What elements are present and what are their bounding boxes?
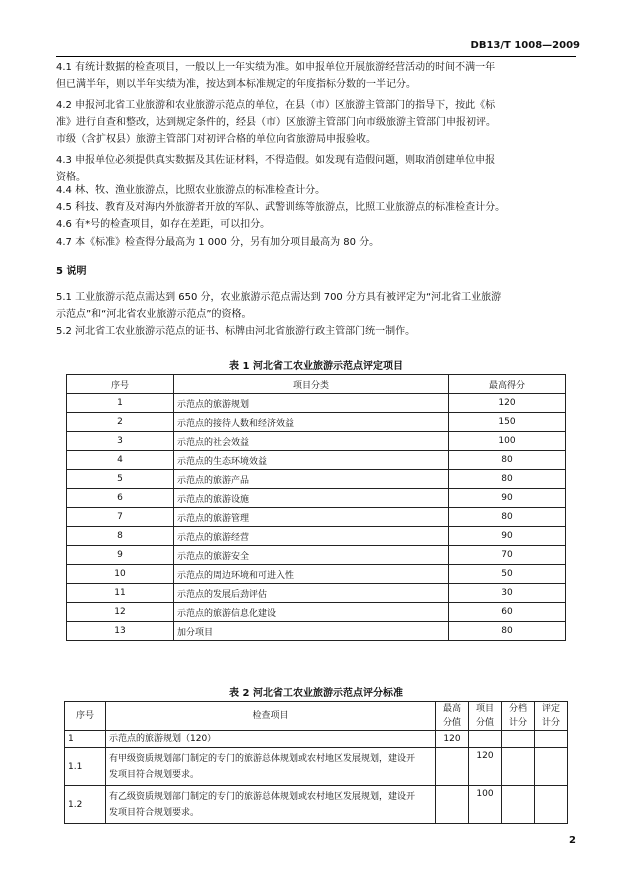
cell-no: 1 <box>67 394 174 413</box>
table2 <box>64 701 568 824</box>
text-line: 资格。 <box>56 172 86 183</box>
cell-score: 150 <box>449 413 566 432</box>
clause-4-4 <box>56 182 576 199</box>
col-header <box>535 702 568 731</box>
cell-score: 120 <box>449 394 566 413</box>
cell-no: 9 <box>67 546 174 565</box>
cell-item <box>106 786 436 824</box>
text-line: 4.5 科技、教育及对海内外旅游者开放的军队、武警训练等旅游点，比照工业旅游点的标准检查计分。 <box>56 202 506 213</box>
cell-score: 80 <box>449 508 566 527</box>
cell-no: 11 <box>67 584 174 603</box>
text-line: 4.2 申报河北省工业旅游和农业旅游示范点的单位，在县（市）区旅游主管部门的指导下，按此《标 <box>56 100 496 111</box>
header-text: 序号 <box>75 711 94 721</box>
cell-proj: 120 <box>469 748 502 786</box>
table2-header-row <box>65 702 568 731</box>
cell-tier <box>502 748 535 786</box>
cell-item: 示范点的旅游经营 <box>174 527 449 546</box>
text-line: 4.7 本《标准》检查得分最高为 1 000 分，另有加分项目最高为 80 分。 <box>56 237 380 248</box>
clause-4-5 <box>56 199 576 216</box>
header-text: 检查项目 <box>252 711 289 721</box>
table1-caption: 表 1 河北省工农业旅游示范点评定项目 <box>229 361 403 372</box>
table-row <box>67 432 566 451</box>
table-row <box>65 731 568 748</box>
cell-tier <box>502 731 535 748</box>
text-line: 4.6 有*号的检查项目，如存在差距，可以扣分。 <box>56 219 271 230</box>
cell-no: 1.1 <box>65 748 106 786</box>
cell-score: 80 <box>449 451 566 470</box>
cell-score: 50 <box>449 565 566 584</box>
cell-no: 8 <box>67 527 174 546</box>
cell-item: 示范点的生态环境效益 <box>174 451 449 470</box>
table-row <box>65 786 568 824</box>
table-row <box>67 489 566 508</box>
cell-no: 10 <box>67 565 174 584</box>
cell-tier <box>502 786 535 824</box>
heading-text: 5 说明 <box>56 266 87 277</box>
col-header <box>469 702 502 731</box>
table-row <box>67 508 566 527</box>
cell-no: 13 <box>67 622 174 641</box>
cell-no: 3 <box>67 432 174 451</box>
clause-4-7 <box>56 234 576 251</box>
col-header <box>502 702 535 731</box>
item-text: 发项目符合规划要求。 <box>109 769 200 780</box>
cell-item: 示范点的旅游产品 <box>174 470 449 489</box>
cell-score: 70 <box>449 546 566 565</box>
header-text: 最高 <box>442 704 461 714</box>
text-line: 市级（含扩权县）旅游主管部门对初评合格的单位向省旅游局申报验收。 <box>56 134 376 145</box>
doc-code: DB13/T 1008—2009 <box>470 40 580 51</box>
table-row <box>67 470 566 489</box>
text-line: 示范点”和“河北省农业旅游示范点”的资格。 <box>56 309 252 320</box>
table-row <box>67 527 566 546</box>
section-5-heading <box>56 263 576 280</box>
cell-item: 示范点的发展后劲评估 <box>174 584 449 603</box>
cell-no: 7 <box>67 508 174 527</box>
table-row <box>67 603 566 622</box>
cell-max <box>436 748 469 786</box>
header-text: 分值 <box>475 718 494 728</box>
cell-item: 示范点的社会效益 <box>174 432 449 451</box>
clause-4-2 <box>56 97 576 148</box>
header-text: 项目 <box>475 704 494 714</box>
text-line: 5.2 河北省工农业旅游示范点的证书、标牌由河北省旅游行政主管部门统一制作。 <box>56 326 416 337</box>
header-text: 计分 <box>541 718 560 728</box>
header-text: 计分 <box>508 718 527 728</box>
table-row <box>67 394 566 413</box>
text-line: 4.1 有统计数据的检查项目，一般以上一年实绩为准。如申报单位开展旅游经营活动的时间不满一年 <box>56 62 496 73</box>
cell-item: 加分项目 <box>174 622 449 641</box>
cell-score: 80 <box>449 622 566 641</box>
col-header: 最高得分 <box>449 375 566 394</box>
cell-score: 80 <box>449 470 566 489</box>
cell-no: 6 <box>67 489 174 508</box>
table1 <box>66 374 566 641</box>
item-text: 有乙级资质规划部门制定的专门的旅游总体规划或农村地区发展规划，建设开 <box>109 791 416 802</box>
cell-no: 5 <box>67 470 174 489</box>
cell-item: 示范点的旅游规划 <box>174 394 449 413</box>
cell-item: 示范点的接待人数和经济效益 <box>174 413 449 432</box>
item-text: 发项目符合规划要求。 <box>109 807 200 818</box>
cell-proj <box>469 731 502 748</box>
table-row <box>67 622 566 641</box>
table-row <box>65 748 568 786</box>
col-header <box>65 702 106 731</box>
col-header <box>106 702 436 731</box>
cell-item: 示范点的旅游安全 <box>174 546 449 565</box>
table-row <box>67 451 566 470</box>
cell-item <box>106 731 436 748</box>
clause-4-6 <box>56 216 576 233</box>
cell-item: 示范点的旅游信息化建设 <box>174 603 449 622</box>
table-row <box>67 565 566 584</box>
table-row <box>67 546 566 565</box>
cell-item: 示范点的周边环境和可进入性 <box>174 565 449 584</box>
cell-no: 2 <box>67 413 174 432</box>
cell-no: 1.2 <box>65 786 106 824</box>
header-text: 分档 <box>508 704 527 714</box>
cell-no: 12 <box>67 603 174 622</box>
text-line: 4.3 申报单位必须提供真实数据及其佐证材料，不得造假。如发现有造假问题，则取消创建单位申报 <box>56 155 496 166</box>
clause-5-1 <box>56 289 576 323</box>
table-row <box>67 584 566 603</box>
cell-max <box>436 786 469 824</box>
cell-eval <box>535 748 568 786</box>
cell-score: 100 <box>449 432 566 451</box>
cell-score: 60 <box>449 603 566 622</box>
cell-item: 示范点的旅游管理 <box>174 508 449 527</box>
clause-5-2 <box>56 323 576 340</box>
page-number: 2 <box>569 835 576 846</box>
text-line: 4.4 林、牧、渔业旅游点，比照农业旅游点的标准检查计分。 <box>56 185 326 196</box>
clause-4-1 <box>56 59 576 93</box>
text-line: 准》进行自查和整改，达到规定条件的，经县（市）区旅游主管部门向市级旅游主管部门申报初评。 <box>56 117 496 128</box>
cell-item <box>106 748 436 786</box>
table2-caption: 表 2 河北省工农业旅游示范点评分标准 <box>229 688 403 699</box>
cell-proj: 100 <box>469 786 502 824</box>
cell-score: 90 <box>449 527 566 546</box>
cell-score: 90 <box>449 489 566 508</box>
cell-max: 120 <box>436 731 469 748</box>
header-text: 评定 <box>541 704 560 714</box>
header-text: 分值 <box>442 718 461 728</box>
cell-eval <box>535 731 568 748</box>
item-text: 有甲级资质规划部门制定的专门的旅游总体规划或农村地区发展规划，建设开 <box>109 753 416 764</box>
cell-eval <box>535 786 568 824</box>
text-line: 但已满半年，则以半年实绩为准，按达到本标准规定的年度指标分数的一半记分。 <box>56 79 416 90</box>
table1-header-row <box>67 375 566 394</box>
text-line: 5.1 工业旅游示范点需达到 650 分，农业旅游示范点需达到 700 分方具有被评定为“河北省工业旅游 <box>56 292 502 303</box>
col-header: 项目分类 <box>174 375 449 394</box>
col-header: 序号 <box>67 375 174 394</box>
table-row <box>67 413 566 432</box>
clause-4-3 <box>56 152 576 186</box>
cell-item: 示范点的旅游设施 <box>174 489 449 508</box>
item-text: 示范点的旅游规划（120） <box>109 734 217 744</box>
header-rule <box>56 56 576 57</box>
cell-no: 4 <box>67 451 174 470</box>
cell-no: 1 <box>65 731 106 748</box>
col-header <box>436 702 469 731</box>
cell-score: 30 <box>449 584 566 603</box>
